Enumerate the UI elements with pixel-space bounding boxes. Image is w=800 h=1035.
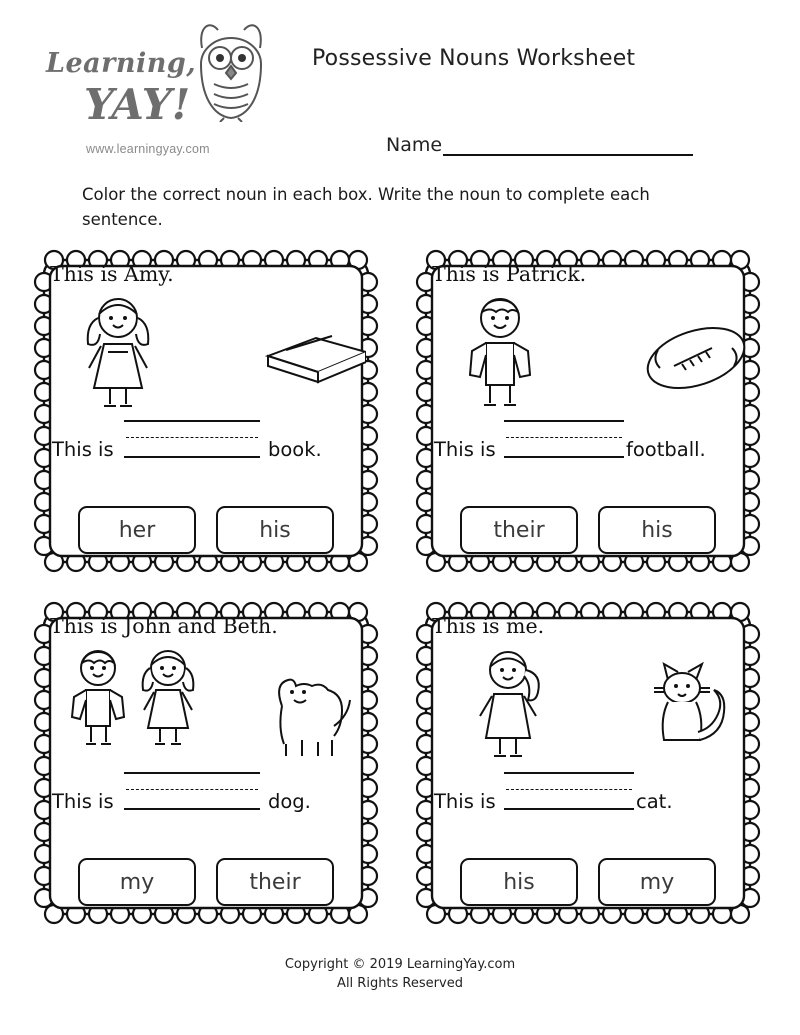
page-footer xyxy=(0,955,800,993)
answer-blank[interactable] xyxy=(124,772,260,810)
choice-option[interactable]: my xyxy=(78,858,196,906)
page-header xyxy=(0,0,800,175)
choice-row xyxy=(428,858,748,906)
sentence-suffix: football. xyxy=(626,438,706,461)
owl-icon xyxy=(188,18,274,122)
sentence-suffix: cat. xyxy=(636,790,673,813)
answer-blank[interactable] xyxy=(504,420,624,458)
choice-option[interactable]: his xyxy=(598,506,716,554)
problem-grid xyxy=(18,238,782,942)
logo-url: www.learningyay.com xyxy=(86,142,210,156)
choice-option[interactable]: their xyxy=(460,506,578,554)
logo-line1: Learning, xyxy=(46,48,197,79)
choice-option[interactable]: his xyxy=(216,506,334,554)
fill-in-sentence xyxy=(428,416,748,464)
choice-row xyxy=(428,506,748,554)
problem-artwork xyxy=(46,640,366,768)
rights-line: All Rights Reserved xyxy=(337,976,463,991)
copyright-line: Copyright © 2019 LearningYay.com xyxy=(284,957,516,972)
instructions-text: Color the correct noun in each box. Write the noun to complete each sentence. xyxy=(82,185,650,229)
fill-in-sentence xyxy=(428,768,748,816)
problem-card xyxy=(400,590,782,942)
choice-option[interactable]: their xyxy=(216,858,334,906)
answer-blank[interactable] xyxy=(504,772,634,810)
name-label: Name xyxy=(386,134,443,156)
problem-artwork xyxy=(428,288,748,416)
answer-blank[interactable] xyxy=(124,420,260,458)
choice-row xyxy=(46,858,366,906)
sentence-prefix: This is xyxy=(52,790,114,813)
page-title: Possessive Nouns Worksheet xyxy=(312,46,636,71)
problem-prompt: This is me. xyxy=(432,614,545,638)
problem-artwork xyxy=(428,640,748,768)
problem-artwork xyxy=(46,288,366,416)
choice-option[interactable]: his xyxy=(460,858,578,906)
name-field-row xyxy=(386,134,693,156)
fill-in-sentence xyxy=(46,416,366,464)
choice-row xyxy=(46,506,366,554)
problem-card xyxy=(400,238,782,590)
problem-card xyxy=(18,590,400,942)
site-logo xyxy=(38,18,288,168)
choice-option[interactable]: her xyxy=(78,506,196,554)
choice-option[interactable]: my xyxy=(598,858,716,906)
problem-card xyxy=(18,238,400,590)
sentence-suffix: dog. xyxy=(268,790,311,813)
name-input-line[interactable] xyxy=(443,137,693,156)
sentence-prefix: This is xyxy=(52,438,114,461)
logo-line2: YAY! xyxy=(84,80,191,129)
fill-in-sentence xyxy=(46,768,366,816)
sentence-suffix: book. xyxy=(268,438,322,461)
sentence-prefix: This is xyxy=(434,790,496,813)
sentence-prefix: This is xyxy=(434,438,496,461)
problem-prompt: This is Patrick. xyxy=(432,262,587,286)
problem-prompt: This is Amy. xyxy=(50,262,174,286)
problem-prompt: This is John and Beth. xyxy=(50,614,278,638)
